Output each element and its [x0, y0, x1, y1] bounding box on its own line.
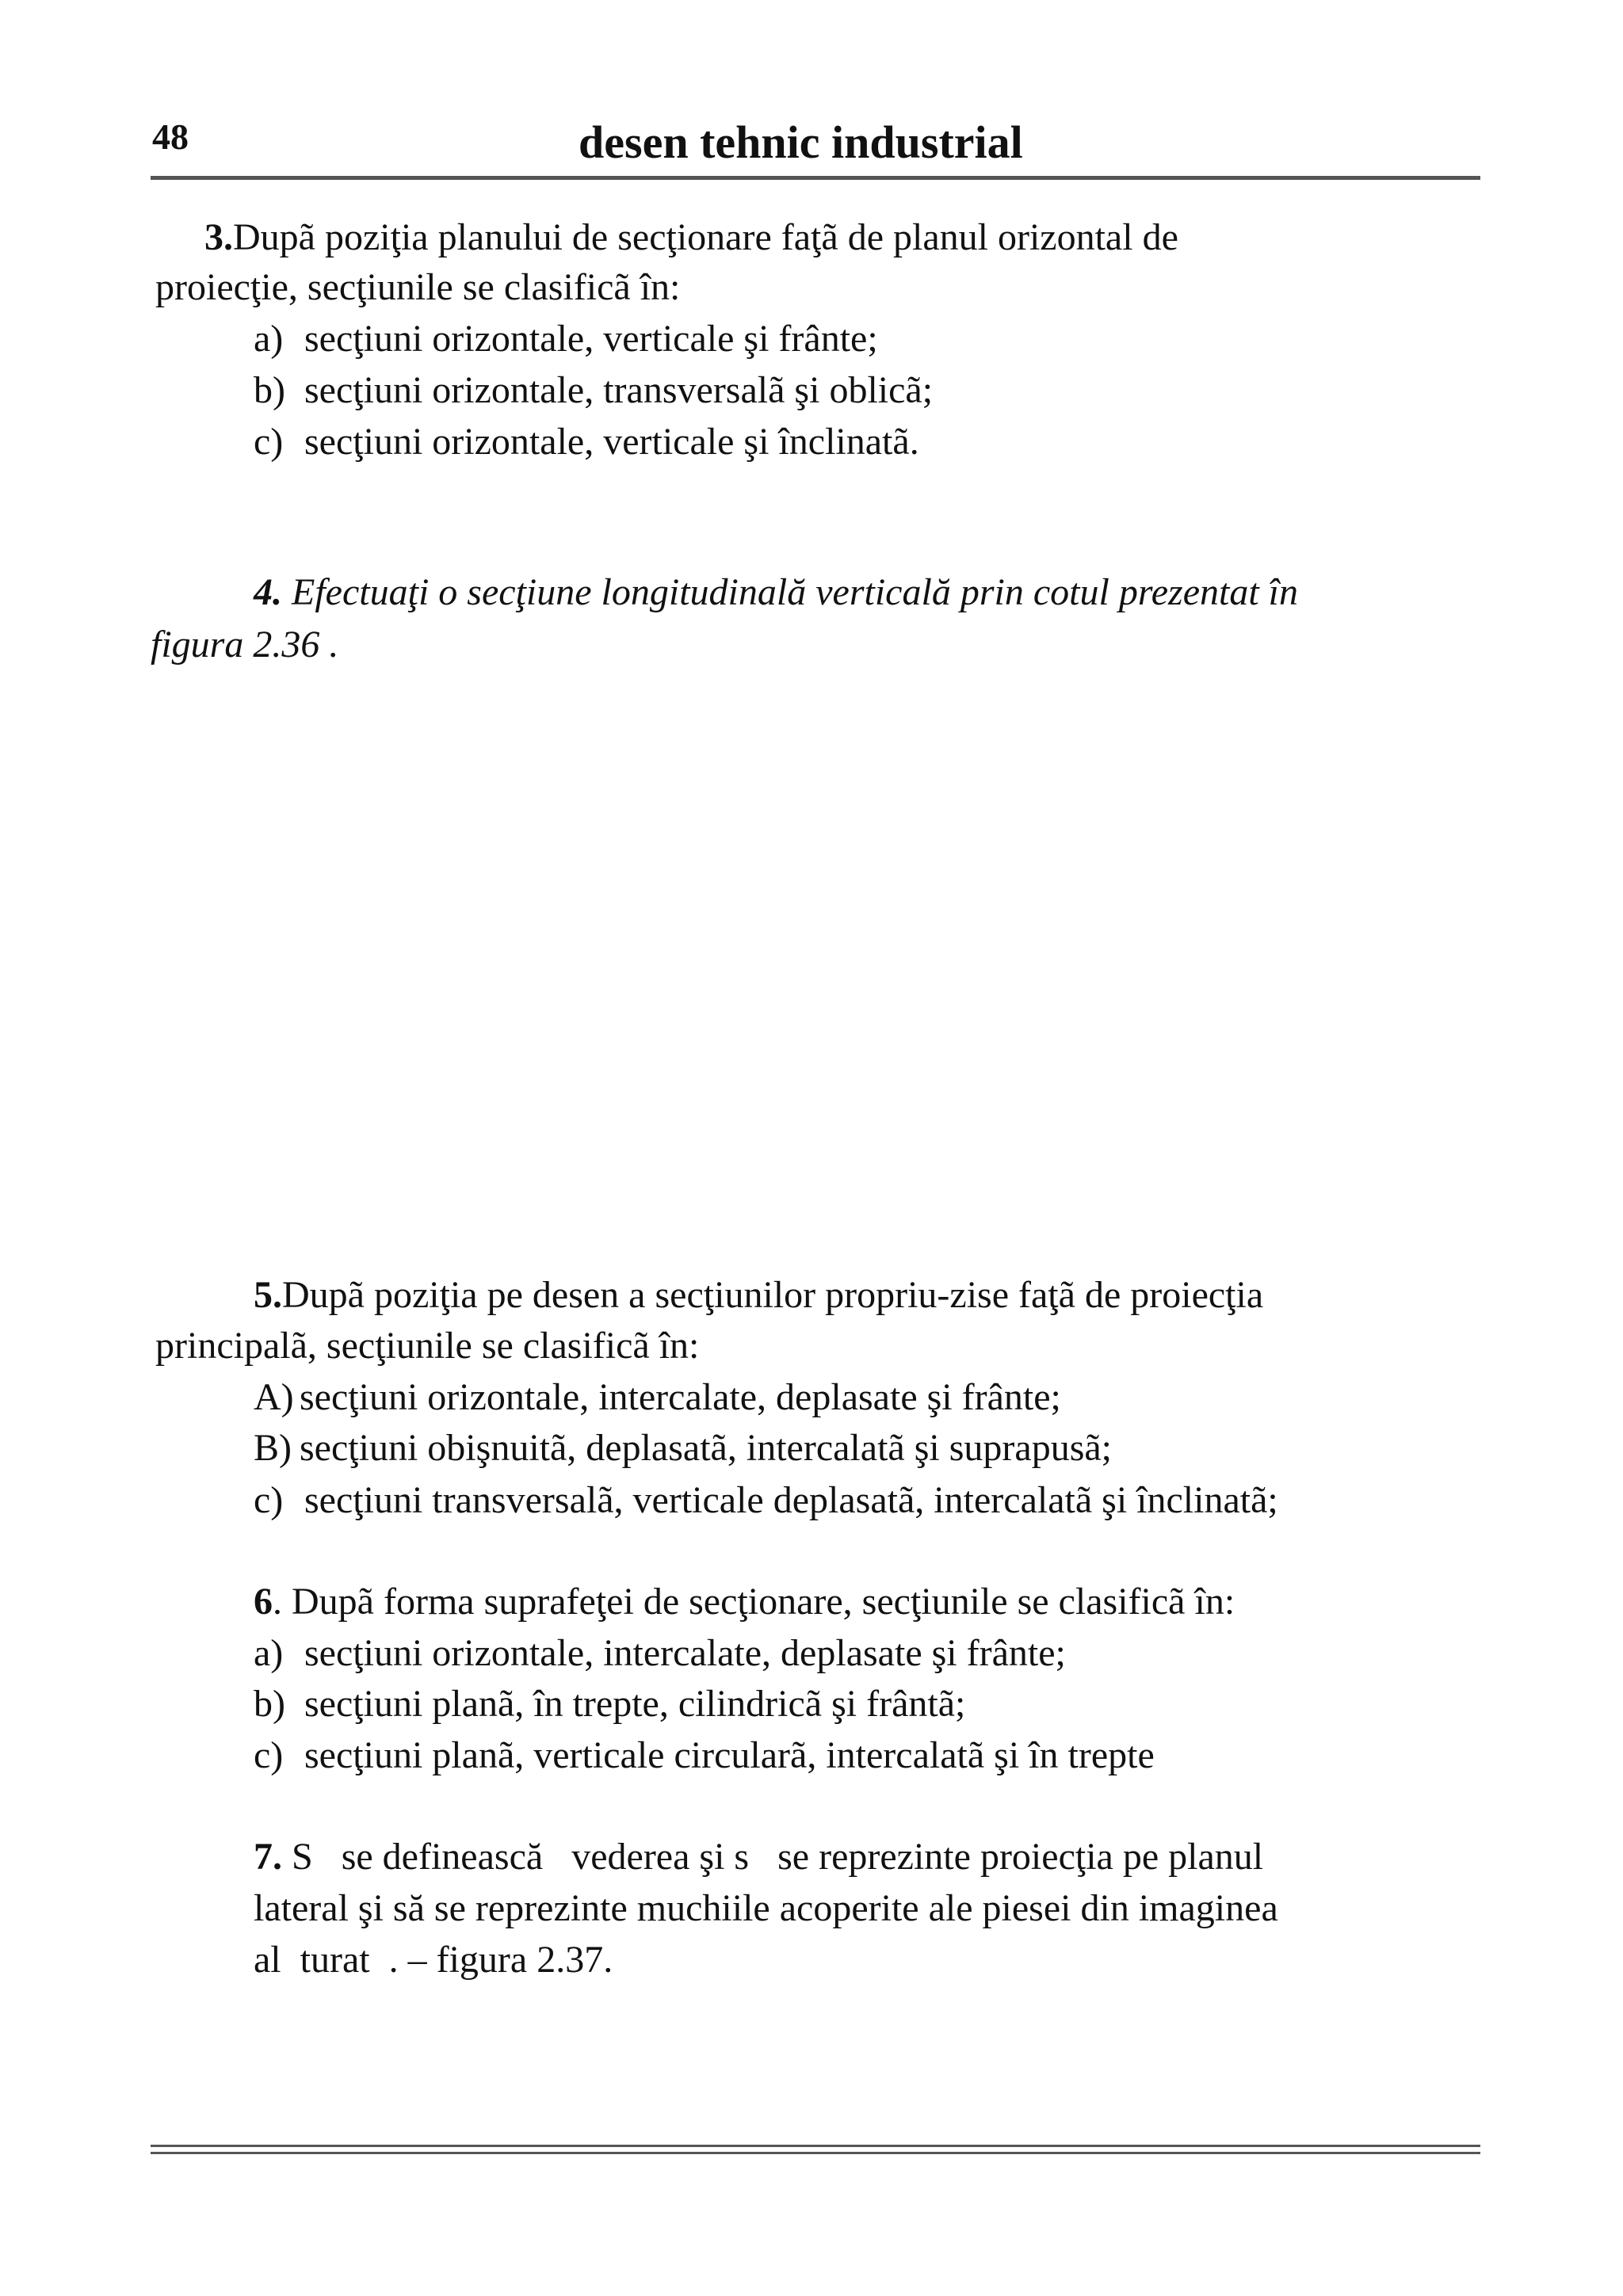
question-5-line-1: 5.Dupã poziţia pe desen a secţiunilor propriu-zise faţã de proiecţia: [254, 1274, 1264, 1316]
question-3-option-c: c) secţiuni orizontale, verticale şi înclinatã.: [254, 421, 919, 463]
question-4-number: 4.: [254, 571, 282, 613]
running-title: desen tehnic industrial: [579, 116, 1023, 168]
question-3-line-2: proiecţie, secţiunile se clasificã în:: [155, 266, 681, 308]
question-6-line-1: 6. Dupã forma suprafeţei de secţionare, secţiunile se clasificã în:: [254, 1581, 1235, 1623]
question-6-option-a: a) secţiuni orizontale, intercalate, deplasate şi frânte;: [254, 1632, 1066, 1674]
question-6-number: 6: [254, 1581, 273, 1623]
footer-rule-top: [151, 2145, 1480, 2147]
header-rule: [151, 176, 1480, 180]
question-6-option-b: b) secţiuni planã, în trepte, cilindricã şi frântã;: [254, 1683, 966, 1725]
question-5-option-c: c) secţiuni transversalã, verticale deplasatã, intercalatã şi înclinatã;: [254, 1479, 1278, 1521]
question-5-line-2: principalã, secţiunile se clasificã în:: [155, 1325, 700, 1367]
question-7-line-3: al turat . – figura 2.37.: [254, 1939, 613, 1981]
question-7-line-1: 7. S se definească vederea şi s se reprezinte proiecţia pe planul: [254, 1836, 1264, 1878]
question-4-line-2: figura 2.36 .: [151, 624, 339, 666]
question-3-number: 3.: [204, 216, 233, 258]
question-3-option-a: a) secţiuni orizontale, verticale şi frânte;: [254, 318, 878, 360]
question-5-option-a: A) secţiuni orizontale, intercalate, deplasate şi frânte;: [254, 1376, 1061, 1418]
question-3-line-1: 3.Dupã poziţia planului de secţionare faţã de planul orizontal de: [204, 216, 1178, 258]
question-5-option-b: B) secţiuni obişnuitã, deplasatã, intercalatã şi suprapusã;: [254, 1427, 1113, 1469]
question-5-number: 5.: [254, 1274, 282, 1316]
footer-rule-bottom: [151, 2152, 1480, 2154]
question-7-line-2: lateral şi să se reprezinte muchiile acoperite ale piesei din imaginea: [254, 1887, 1278, 1929]
page-number: 48: [152, 116, 189, 157]
question-4-line-1: 4. Efectuaţi o secţiune longitudinală verticală prin cotul prezentat în: [254, 571, 1299, 613]
question-6-option-c: c) secţiuni planã, verticale circularã, intercalatã şi în trepte: [254, 1734, 1155, 1776]
question-3-option-b: b) secţiuni orizontale, transversalã şi oblicã;: [254, 369, 934, 411]
question-7-number: 7.: [254, 1836, 282, 1878]
